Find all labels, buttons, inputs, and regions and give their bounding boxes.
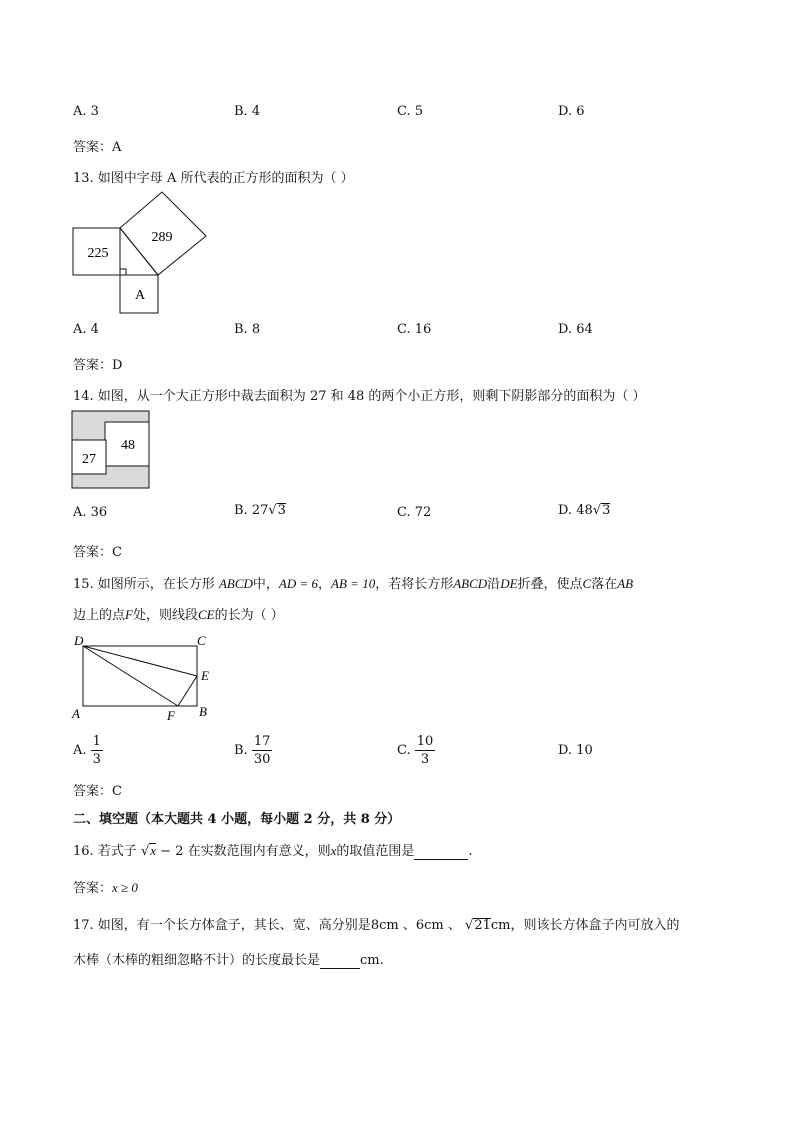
q17-stem-line2: 木棒（木棒的粗细忽略不计）的长度最长是 cm. [73, 953, 384, 968]
q13-figure [70, 190, 212, 316]
q13-label-a: A [134, 288, 146, 303]
q12-answer: 答案：A [73, 140, 122, 155]
q14-option-d: D. 48√3 [558, 503, 611, 518]
q14-figure [71, 410, 151, 490]
q15-label-e: E [201, 668, 209, 683]
q13-option-d: D. 64 [558, 322, 593, 337]
q13-label-225: 225 [87, 246, 109, 261]
q12-option-a: A. 3 [73, 104, 99, 119]
q15-figure [70, 632, 220, 724]
q14-label-27: 27 [82, 452, 96, 467]
q14-option-a: A. 36 [73, 505, 108, 520]
q13-option-c: C. 16 [397, 322, 432, 337]
q15-label-b: B [199, 704, 207, 719]
q15-label-c: C [197, 633, 206, 648]
q13-label-289: 289 [151, 230, 173, 245]
q12-option-d: D. 6 [558, 104, 585, 119]
q14-option-c: C. 72 [397, 505, 432, 520]
q14-label-48: 48 [121, 438, 135, 453]
q13-option-a: A. 4 [73, 322, 99, 337]
q14-stem: 14. 如图，从一个大正方形中裁去面积为 27 和 48 的两个小正方形，则剩下阴影部分的面积为（ ） [73, 389, 646, 404]
fraction: $\frac{10}{3}$ [416, 734, 434, 767]
q15-stem-line2: 边上的点F处，则线段CE的长为（ ） [73, 607, 284, 623]
q15-answer: 答案：C [73, 784, 122, 799]
q16-answer-blank [414, 844, 468, 860]
q15-label-d: D [74, 633, 84, 648]
q14-answer: 答案：C [73, 545, 122, 560]
q15-option-c: C. $\frac{10}{3}$ [397, 734, 434, 767]
q15-label-a: A [72, 706, 80, 721]
q15-option-a: A. $\frac{1}{3}$ [73, 734, 101, 767]
q16-answer: 答案：x ≥ 0 [73, 880, 138, 896]
fraction: $\frac{1}{3}$ [92, 734, 101, 767]
section-heading: 二、填空题（本大题共 4 小题，每小题 2 分，共 8 分） [73, 812, 401, 827]
q17-stem-line1: 17. 如图，有一个长方体盒子，其长、宽、高分别是8cm 、6cm 、 √21cm，则该长方体盒子内可放入的 [73, 918, 680, 933]
q13-stem: 13. 如图中字母 A 所代表的正方形的面积为（ ） [73, 171, 354, 186]
q12-option-b: B. 4 [234, 104, 261, 119]
q13-answer: 答案：D [73, 358, 123, 373]
q15-label-f: F [167, 708, 175, 723]
q15-option-b: B. $\frac{17}{30}$ [234, 734, 271, 767]
q13-option-b: B. 8 [234, 322, 261, 337]
q17-answer-blank [320, 953, 360, 969]
q15-stem-line1: 15. 如图所示，在长方形 ABCD中，AD = 6，AB = 10，若将长方形ABCD沿DE折叠，使点C落在AB [73, 576, 634, 592]
q14-option-b: B. 27√3 [234, 503, 286, 518]
q15-option-d: D. 10 [558, 743, 593, 758]
fraction: $\frac{17}{30}$ [253, 734, 271, 767]
q16-stem: 16. 若式子 √x − 2 在实数范围内有意义，则x的取值范围是 . [73, 843, 473, 859]
q12-option-c: C. 5 [397, 104, 424, 119]
